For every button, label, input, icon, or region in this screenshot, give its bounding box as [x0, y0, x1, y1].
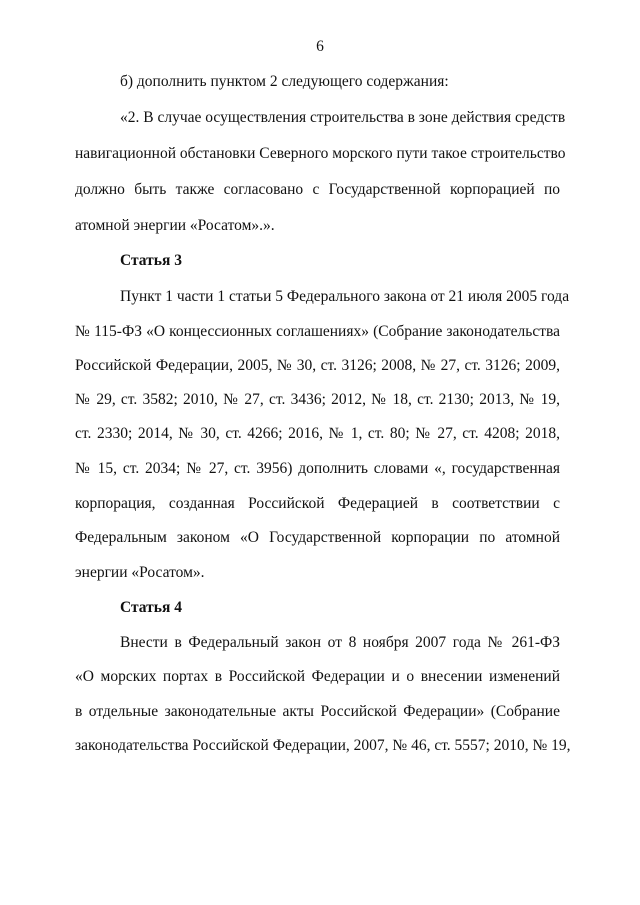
- text-line: корпорация, созданная Российской Федерацией в соответствии с: [75, 495, 560, 512]
- text-line: Федеральным законом «О Государственной корпорации по атомной: [75, 529, 560, 546]
- text-line: № 15, ст. 2034; № 27, ст. 3956) дополнить словами «, государственная: [75, 460, 560, 477]
- article-heading: Статья 3: [120, 252, 182, 269]
- text-line: законодательства Российской Федерации, 2007, № 46, ст. 5557; 2010, № 19,: [75, 737, 571, 754]
- text-line: «О морских портах в Российской Федерации и о внесении изменений: [75, 668, 560, 685]
- text-line: Внести в Федеральный закон от 8 ноября 2007 года № 261-ФЗ: [120, 634, 560, 651]
- text-line: энергии «Росатом».: [75, 564, 205, 581]
- text-line: № 29, ст. 3582; 2010, № 27, ст. 3436; 2012, № 18, ст. 2130; 2013, № 19,: [75, 391, 560, 408]
- article-heading: Статья 4: [120, 599, 182, 616]
- text-line: Пункт 1 части 1 статьи 5 Федерального закона от 21 июля 2005 года: [120, 288, 570, 305]
- text-line: навигационной обстановки Северного морского пути такое строительство: [75, 145, 566, 162]
- text-line: должно быть также согласовано с Государственной корпорацией по: [75, 181, 560, 198]
- text-line: «2. В случае осуществления строительства в зоне действия средств: [120, 109, 566, 126]
- text-line: б) дополнить пунктом 2 следующего содержания:: [120, 73, 449, 90]
- text-line: атомной энергии «Росатом».».: [75, 217, 275, 234]
- page-number: 6: [316, 38, 324, 55]
- text-line: в отдельные законодательные акты Российской Федерации» (Собрание: [75, 703, 560, 720]
- text-line: ст. 2330; 2014, № 30, ст. 4266; 2016, № 1, ст. 80; № 27, ст. 4208; 2018,: [75, 425, 560, 442]
- text-line: Российской Федерации, 2005, № 30, ст. 3126; 2008, № 27, ст. 3126; 2009,: [75, 357, 560, 374]
- text-line: № 115-ФЗ «О концессионных соглашениях» (Собрание законодательства: [75, 323, 560, 340]
